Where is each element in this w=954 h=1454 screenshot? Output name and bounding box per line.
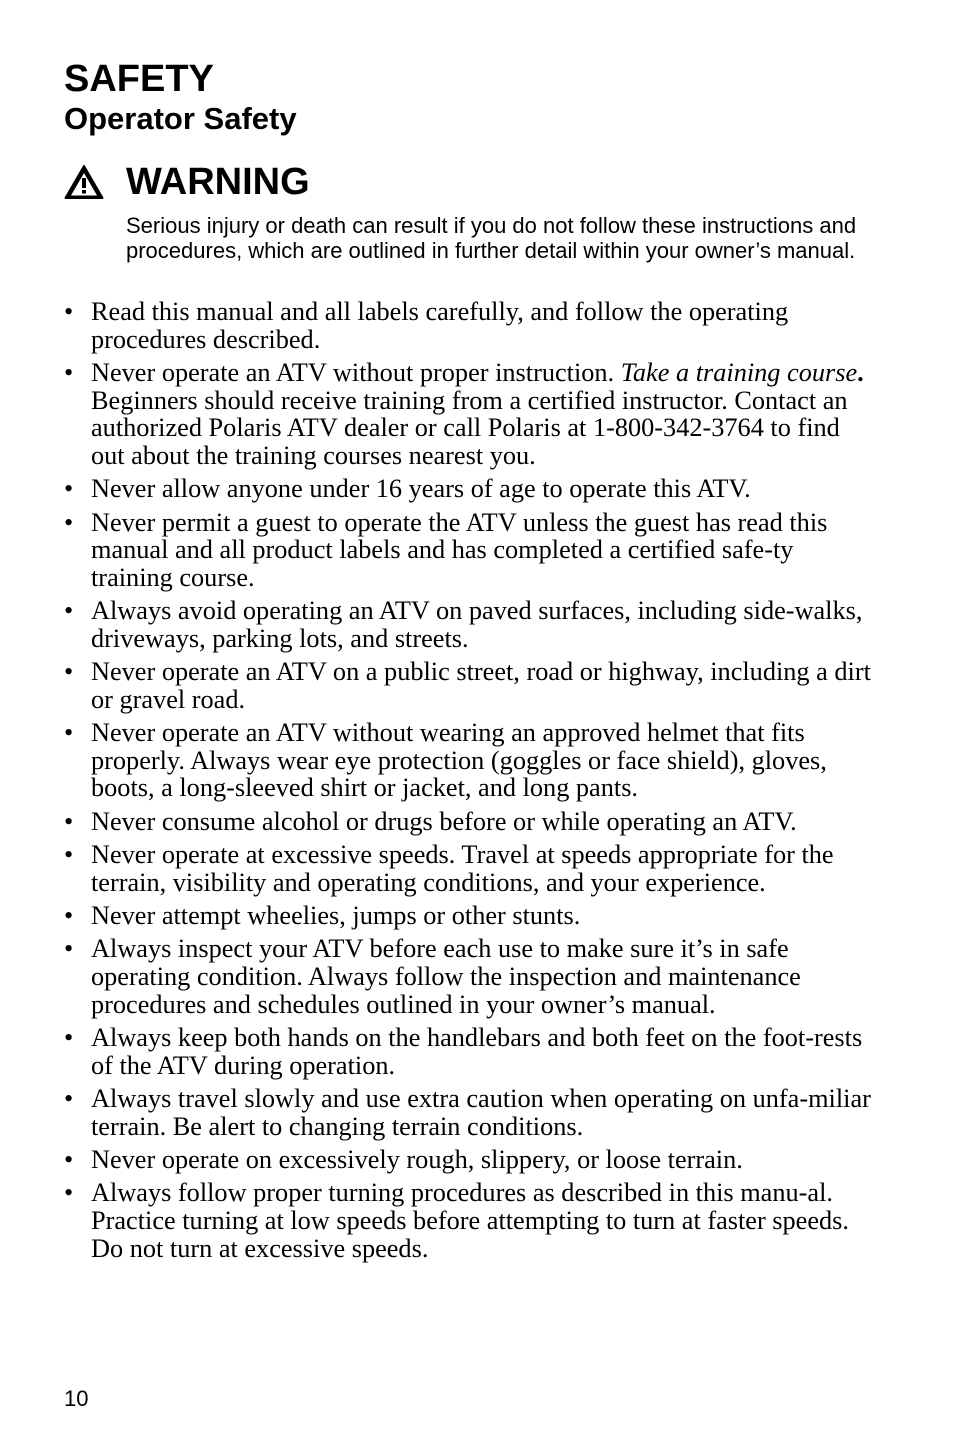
list-item: • Always travel slowly and use extra caution when operating on unfa-miliar terrain. Be alert to changing terrain conditions.: [64, 1084, 871, 1141]
safety-rules-list: [64, 298, 872, 1268]
list-item: • Always follow proper turning procedures as described in this manu-al. Practice turning at low speeds before attempting to turn at faster speeds. Do not turn at excessive speeds.: [64, 1178, 849, 1263]
list-item: • Never allow anyone under 16 years of age to operate this ATV.: [64, 474, 751, 504]
emphasis-text: Take a training course: [620, 357, 858, 387]
list-item: • Never operate an ATV without proper instruction. Take a training course. Beginners should receive training from a certified instructor. Contact an authorized Polaris ATV dealer or call Polaris at 1-800-342-3764 to find out about the training courses nearest you.: [64, 357, 864, 470]
warning-text: Serious injury or death can result if you do not follow these instructions and procedures, which are outlined in further detail within your owner’s manual.: [126, 213, 857, 263]
list-item: • Never operate an ATV without wearing an approved helmet that fits properly. Always wear eye protection (goggles or face shield), gloves, boots, a long-sleeved shirt or jacket, and long pants.: [64, 718, 827, 803]
list-item: • Always inspect your ATV before each use to make sure it’s in safe operating condition. Always follow the inspection and maintenance procedures and schedules outlined in your owner’s manual.: [64, 934, 801, 1019]
warning-triangle-icon: [64, 164, 104, 200]
warning-header: [64, 160, 310, 204]
page-number: 10: [64, 1386, 89, 1411]
list-item: • Never permit a guest to operate the ATV unless the guest has read this manual and all product labels and has completed a certified safe-ty training course.: [64, 507, 828, 592]
list-item: • Always keep both hands on the handlebars and both feet on the foot-rests of the ATV during operation.: [64, 1023, 863, 1080]
section-title: SAFETY: [64, 58, 214, 100]
list-item: • Never operate an ATV on a public street, road or highway, including a dirt or gravel road.: [64, 657, 871, 714]
list-item: • Read this manual and all labels carefully, and follow the operating procedures described.: [64, 297, 789, 354]
list-item: • Never operate at excessive speeds. Travel at speeds appropriate for the terrain, visibility and operating conditions, and your experience.: [64, 840, 834, 897]
list-item: • Never operate on excessively rough, slippery, or loose terrain.: [64, 1144, 743, 1174]
subsection-title: Operator Safety: [64, 101, 297, 136]
list-item: • Always avoid operating an ATV on paved surfaces, including side-walks, driveways, parking lots, and streets.: [64, 596, 863, 653]
list-item: • Never attempt wheelies, jumps or other stunts.: [64, 901, 581, 931]
list-item: • Never consume alcohol or drugs before or while operating an ATV.: [64, 806, 797, 836]
warning-label: WARNING: [126, 161, 310, 203]
